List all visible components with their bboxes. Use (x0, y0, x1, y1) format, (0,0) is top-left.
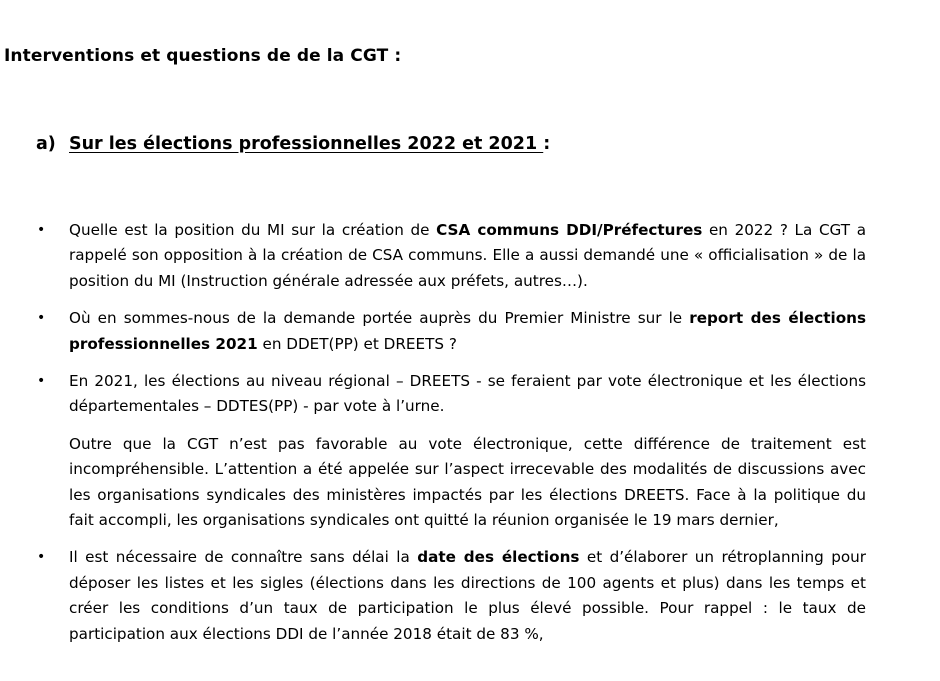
paragraph (69, 545, 866, 647)
bullet-icon: • (37, 373, 46, 390)
paragraph: Outre que la CGT n’est pas favorable au vote électronique, cette différence de traitement est incompréhensible. L’attention a été appelée sur l’aspect irrecevable des modalités de discussions avec les organisations syndicales des ministères impactés par les élections DREETS. Face à la politique du fait accompli, les organisations syndicales ont quitté la réunion organisée le 19 mars dernier, (69, 434, 866, 530)
section-heading-text: Sur les élections professionnelles 2022 et 2021 (69, 134, 544, 154)
bullet-icon: • (37, 222, 46, 238)
section-heading (36, 134, 550, 154)
list-item (0, 218, 866, 294)
section-heading-colon: : (543, 134, 551, 154)
text-run: Il est nécessaire de connaître sans délai la (69, 548, 418, 567)
bold-text: date des élections (417, 548, 580, 567)
paragraph: En 2021, les élections au niveau régional – DREETS - se feraient par vote électronique et les élections départementales – DDTES(PP) - par vote à l’urne. (69, 372, 866, 416)
bullet-icon: • (37, 549, 46, 566)
bold-text: report des élections professionnelles 2021 (69, 309, 866, 353)
document-title: Interventions et questions de de la CGT : (4, 46, 402, 66)
text-run: en 2022 ? La CGT a rappelé son opposition à la création de CSA communs. Elle a aussi demandé une « officialisation » de la position du MI (Instruction générale adressée aux préfets, autres…). (69, 221, 867, 290)
list-item (0, 306, 866, 357)
bullet-icon: • (37, 310, 46, 327)
list-item (0, 545, 866, 647)
paragraph (69, 218, 866, 294)
bullet-list (0, 218, 940, 659)
section-marker: a) (36, 134, 56, 154)
text-run: et d’élaborer un rétroplanning pour déposer les listes et les sigles (élections dans les directions de 100 agents et plus) dans les temps et créer les conditions d’un taux de participation le plus élevé possible. Pour rappel : le taux de participation aux élections DDI de l’année 2018 était de 83 %, (69, 548, 866, 643)
paragraph (69, 306, 866, 357)
text-run: en DDET(PP) et DREETS ? (257, 334, 457, 353)
bold-text: CSA communs DDI/Préfectures (436, 221, 703, 239)
text-run: Quelle est la position du MI sur la création de (69, 221, 437, 239)
text-run: Où en sommes-nous de la demande portée auprès du Premier Ministre sur le (69, 309, 690, 328)
list-item (0, 369, 866, 533)
